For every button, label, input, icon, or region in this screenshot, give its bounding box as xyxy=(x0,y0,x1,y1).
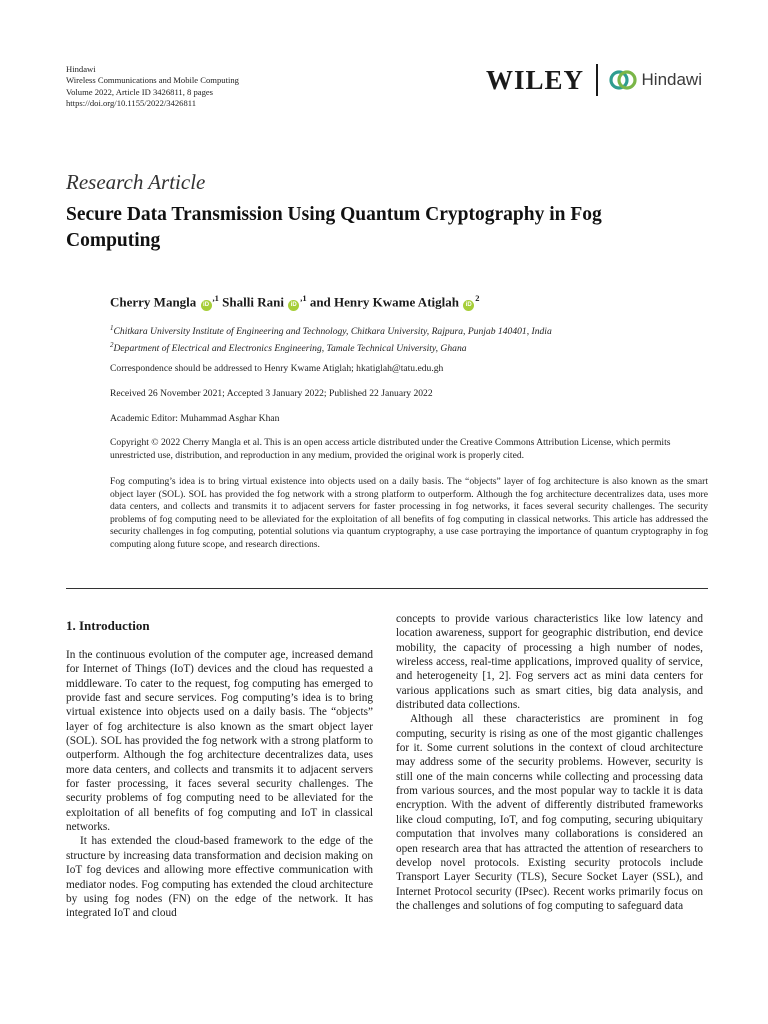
wiley-logo: WILEY xyxy=(485,64,585,95)
author-list xyxy=(110,293,479,311)
body-paragraph: concepts to provide various characteristics like low latency and location awareness, support for geographic distribution, end device mobility, the capacity of processing a high number of nodes, wireless access, real-time applications, improved quality of service, and heterogeneity [1, 2]. Fog servers act as mini data centers for various applications such as smart cities, big data analysis, and distributed data collections. xyxy=(396,613,703,712)
article-type: Research Article xyxy=(66,170,206,194)
right-column xyxy=(396,612,703,913)
author-name: Shalli Rani xyxy=(222,294,284,310)
journal-volume-line: Volume 2022, Article ID 3426811, 8 pages xyxy=(66,86,214,97)
section-heading: 1. Introduction xyxy=(66,618,150,633)
abstract-divider xyxy=(66,588,708,589)
article-title: Secure Data Transmission Using Quantum Cryptography in Fog Computing xyxy=(66,204,602,251)
journal-doi-link[interactable]: https://doi.org/10.1155/2022/3426811 xyxy=(66,98,197,109)
author-name: Cherry Mangla xyxy=(110,294,197,310)
author-affiliation-mark: ,1 xyxy=(212,293,219,303)
journal-meta xyxy=(66,64,239,110)
author-name: and Henry Kwame Atiglah xyxy=(309,294,459,310)
academic-editor: Academic Editor: Muhammad Asghar Khan xyxy=(110,413,280,424)
left-column xyxy=(66,648,373,921)
orcid-icon[interactable]: iD xyxy=(288,300,299,311)
author-affiliation-mark: 2 xyxy=(475,293,480,303)
author-affiliation-mark: ,1 xyxy=(300,293,307,303)
affiliations xyxy=(110,322,710,356)
publication-dates: Received 26 November 2021; Accepted 3 January 2022; Published 22 January 2022 xyxy=(110,388,433,399)
correspondence: Correspondence should be addressed to Henry Kwame Atiglah; hkatiglah@tatu.edu.gh xyxy=(110,363,444,374)
orcid-icon[interactable]: iD xyxy=(201,300,212,311)
affiliation-item: $^2$Department of Electrical and Electronics Engineering, Tamale Technical University, Ghana xyxy=(110,340,467,354)
journal-publisher-line: Hindawi xyxy=(66,64,96,74)
hindawi-logo-icon xyxy=(608,69,638,91)
body-paragraph: In the continuous evolution of the computer age, increased demand for Internet of Things (IoT) devices and the cloud has requested a middleware. To cater to the request, fog computing has emerged to provide fast and secure services. Fog computing’s idea is to bring virtual existence into objects used on a daily basis. The “objects” layer of fog architecture is also known as the smart object layer (SOL). SOL has provided the fog network with a strong platform to outperform. Although the fog architecture decentralizes data, uses more data centers, and collects and transmits it to adjacent servers for faster processing, it faces several security challenges. The security problems of fog computing need to be alleviated for the exploitation of all benefits of fog computing and IoT in classical networks. xyxy=(66,649,373,834)
brand-divider xyxy=(596,64,598,96)
abstract: Fog computing’s idea is to bring virtual existence into objects used on a daily basis. The “objects” layer of fog architecture is also known as the smart object layer (SOL). SOL has provided the fog network with a strong platform to outperform. Although the fog architecture decentralizes data, uses more data centers, and collects and transmits it to adjacent servers for faster processing in fog networks, it faces several security challenges. The security problems of fog computing need to be alleviated for the exploitation of all benefits of fog computing in classical networks. This article has addressed the security challenges in fog computing, potential solutions via quantum cryptography, a use case portraying the importance of quantum cryptography in fog computing along future scope, and research directions. xyxy=(110,476,708,550)
orcid-icon[interactable]: iD xyxy=(463,300,474,311)
copyright-notice: Copyright © 2022 Cherry Mangla et al. This is an open access article distributed under the Creative Commons Attribution License, which permits unrestricted use, distribution, and reproduction in any medium, provided the original work is properly cited. xyxy=(110,437,671,461)
hindawi-logo xyxy=(608,69,702,91)
body-paragraph: Although all these characteristics are prominent in fog computing, security is rising as one of the most gigantic challenges for it. Some current solutions in the context of cloud architecture may address some of the security problems. However, security is still one of the main concerns while collecting and processing data from various sources, and the most popular way to tackle it is data encryption. With the advent of differently distributed frameworks like cloud computing, IoT, and fog computing, securing ubiquitary computation that involves many collaborations is considered an open research area that has attracted the attention of researchers to develop novel protocols. Existing security protocols include Transport Layer Security (TLS), Secure Socket Layer (SSL), and Internet Protocol security (IPsec). Recent works primarily focus on the challenges and solutions of fog computing to safeguard data xyxy=(396,713,703,912)
journal-name-line: Wireless Communications and Mobile Computing xyxy=(66,75,239,86)
hindawi-wordmark: Hindawi xyxy=(641,70,702,89)
publisher-branding xyxy=(486,60,702,100)
body-paragraph: It has extended the cloud-based framework to the edge of the structure by increasing data transformation and decision making on IoT fog devices and allowing more effective communication with mediator nodes. Fog computing has extended the cloud architecture by using fog nodes (FN) on the edge of the network. It has integrated IoT and cloud xyxy=(66,835,373,920)
affiliation-item: $^1$Chitkara University Institute of Engineering and Technology, Chitkara University, Rajpura, Punjab 140401, India xyxy=(110,324,552,338)
